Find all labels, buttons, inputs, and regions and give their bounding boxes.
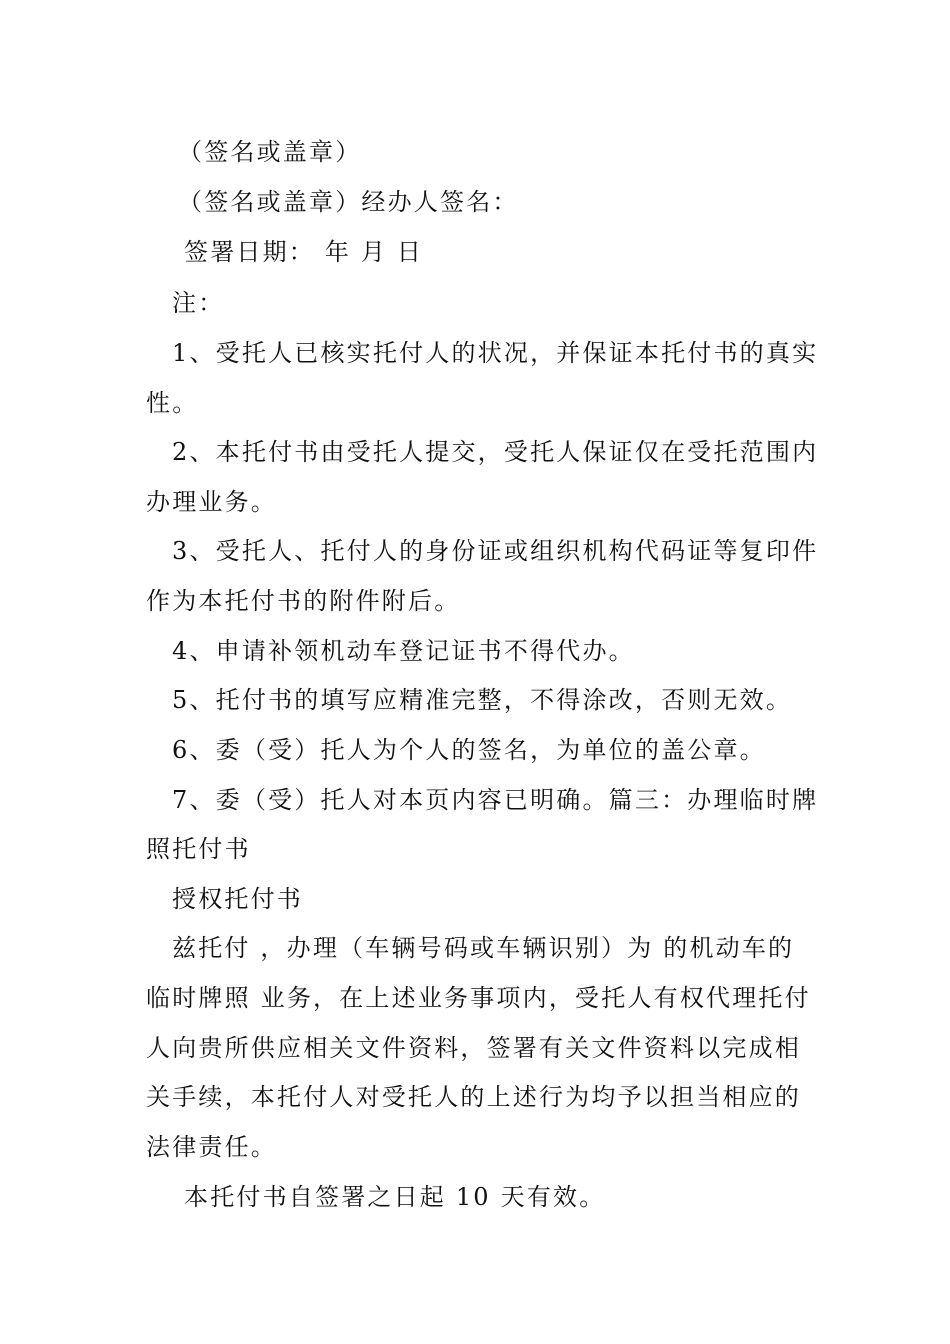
notes-heading: 注： — [172, 289, 225, 317]
authorization-body-line-4: 关手续，本托付人对受托人的上述行为均予以担当相应的 — [146, 1083, 801, 1111]
note-7-line-2: 照托付书 — [146, 835, 251, 863]
note-3-line-2: 作为本托付书的附件附后。 — [146, 587, 461, 615]
authorization-title: 授权托付书 — [172, 885, 303, 913]
authorization-body-line-3: 人向贵所供应相关文件资料，签署有关文件资料以完成相 — [146, 1034, 801, 1062]
note-2-line-1: 2、本托付书由受托人提交，受托人保证仅在受托范围内 — [172, 438, 819, 466]
note-6: 6、委（受）托人为个人的签名，为单位的盖公章。 — [172, 736, 766, 764]
note-7-line-1: 7、委（受）托人对本页内容已明确。篇三：办理临时牌 — [172, 786, 819, 814]
note-5: 5、托付书的填写应精准完整，不得涂改，否则无效。 — [172, 686, 793, 714]
note-2-line-2: 办理业务。 — [146, 488, 277, 516]
signing-date-line: 签署日期： 年 月 日 — [184, 238, 424, 266]
handler-signature-line: （签名或盖章）经办人签名： — [178, 188, 519, 216]
authorization-body-line-5: 法律责任。 — [146, 1133, 277, 1161]
note-1-line-1: 1、受托人已核实托付人的状况，并保证本托付书的真实 — [172, 339, 819, 367]
note-3-line-1: 3、受托人、托付人的身份证或组织机构代码证等复印件 — [172, 537, 819, 565]
note-4: 4、申请补领机动车登记证书不得代办。 — [172, 637, 635, 665]
note-1-line-2: 性。 — [146, 389, 199, 417]
authorization-body-line-1: 兹托付 ，办理（车辆号码或车辆识别）为 的机动车的 — [172, 934, 795, 962]
signature-stamp-line-1: （签名或盖章） — [178, 138, 362, 166]
authorization-body-line-2: 临时牌照 业务，在上述业务事项内，受托人有权代理托付 — [146, 984, 811, 1012]
validity-statement: 本托付书自签署之日起 10 天有效。 — [184, 1183, 606, 1211]
